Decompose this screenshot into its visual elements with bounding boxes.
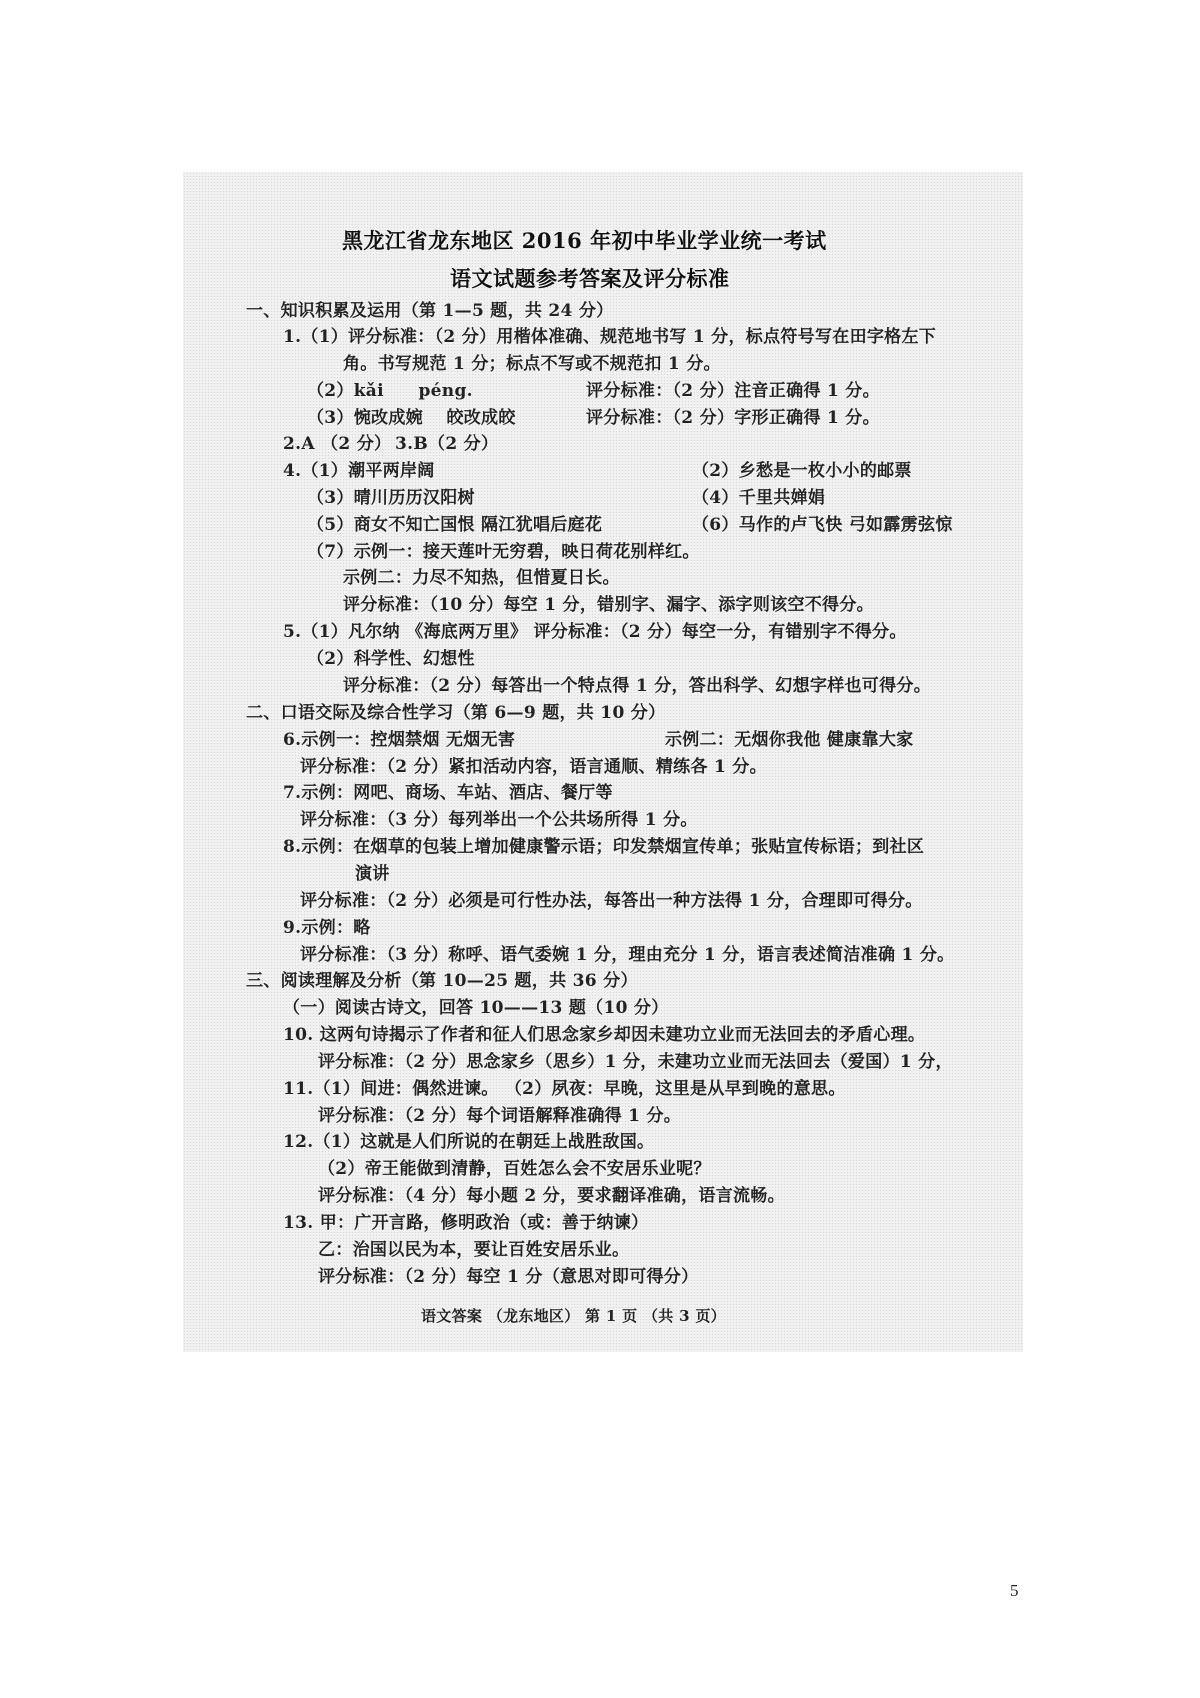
q7-example: 7.示例：网吧、商场、车站、酒店、餐厅等 [283, 783, 613, 803]
q4-7-example-1: （7）示例一：接天莲叶无穷碧，映日荷花别样红。 [307, 542, 700, 562]
q1-3-answer: （3）惋改成婉 皎改成皎 [307, 408, 516, 428]
title-line-1: 黑龙江省龙东地区 2016 年初中毕业学业统一考试 [342, 228, 827, 253]
q4-5: （5）商女不知亡国恨 隔江犹唱后庭花 [307, 515, 603, 535]
q13-score: 评分标准：（2 分）每空 1 分（意思对即可得分） [318, 1267, 699, 1287]
q11-score: 评分标准：（2 分）每个词语解释准确得 1 分。 [318, 1106, 682, 1126]
q10-score: 评分标准：（2 分）思念家乡（思乡）1 分，未建功立业而无法回去（爱国）1 分， [318, 1052, 953, 1072]
q4-7-example-2: 示例二：力尽不知热，但惜夏日长。 [343, 568, 620, 588]
q4-3: （3）晴川历历汉阳树 [307, 488, 475, 508]
q8-example-b: 演讲 [355, 864, 390, 884]
section-1-heading: 一、知识积累及运用（第 1—5 题，共 24 分） [246, 301, 614, 321]
q9-example: 9.示例：略 [283, 918, 371, 938]
q4-score: 评分标准：（10 分）每空 1 分，错别字、漏字、添字则该空不得分。 [343, 595, 874, 615]
q12-2: （2）帝王能做到清静，百姓怎么会不安居乐业呢？ [318, 1159, 711, 1179]
q8-score: 评分标准：（2 分）必须是可行性办法，每答出一种方法得 1 分，合理即可得分。 [300, 891, 923, 911]
q2-answer: 2.A （2 分） [283, 434, 392, 454]
q4-2: （2）乡愁是一枚小小的邮票 [692, 461, 912, 481]
q5-1: 5.（1）凡尔纳 《海底两万里》 评分标准：（2 分）每空一分，有错别字不得分。 [283, 622, 907, 642]
q4-6: （6）马作的卢飞快 弓如霹雳弦惊 [692, 515, 953, 535]
q12-score: 评分标准：（4 分）每小题 2 分，要求翻译准确，语言流畅。 [318, 1186, 785, 1206]
q3-answer: 3.B（2 分） [395, 434, 499, 454]
q8-example-a: 8.示例：在烟草的包装上增加健康警示语；印发禁烟宣传单；张贴宣传标语；到社区 [283, 837, 925, 857]
page-footer: 语文答案 （龙东地区） 第 1 页 （共 3 页） [421, 1307, 726, 1325]
q4-4: （4）千里共婵娟 [692, 488, 826, 508]
q5-score: 评分标准：（2 分）每答出一个特点得 1 分，答出科学、幻想字样也可得分。 [343, 676, 932, 696]
q6-example-2: 示例二：无烟你我他 健康靠大家 [665, 730, 914, 750]
q7-score: 评分标准：（3 分）每列举出一个公共场所得 1 分。 [300, 810, 698, 830]
q1-2-answer: （2）kǎi péng. [307, 381, 473, 401]
sub-section-1: （一）阅读古诗文，回答 10——13 题（10 分） [283, 998, 669, 1018]
section-3-heading: 三、阅读理解及分析（第 10—25 题，共 36 分） [246, 971, 638, 991]
q1-1-line-a: 1.（1）评分标准：（2 分）用楷体准确、规范地书写 1 分，标点符号写在田字格左下 [283, 327, 937, 347]
q4-1: 4.（1）潮平两岸阔 [283, 461, 435, 481]
title-line-2: 语文试题参考答案及评分标准 [450, 266, 730, 291]
q10-answer: 10. 这两句诗揭示了作者和征人们思念家乡却因未建功立业而无法回去的矛盾心理。 [283, 1025, 926, 1045]
section-2-heading: 二、口语交际及综合性学习（第 6—9 题，共 10 分） [246, 703, 666, 723]
q1-1-line-b: 角。书写规范 1 分；标点不写或不规范扣 1 分。 [343, 354, 721, 374]
q11-answer: 11.（1）间进：偶然进谏。 （2）夙夜：早晚，这里是从早到晚的意思。 [283, 1079, 846, 1099]
q1-2-score: 评分标准：（2 分）注音正确得 1 分。 [586, 381, 880, 401]
page-number: 5 [1010, 1581, 1019, 1600]
q5-2: （2）科学性、幻想性 [307, 649, 475, 669]
q6-example-1: 6.示例一：控烟禁烟 无烟无害 [283, 730, 516, 750]
q1-3-score: 评分标准：（2 分）字形正确得 1 分。 [586, 408, 880, 428]
q12-1: 12.（1）这就是人们所说的在朝廷上战胜敌国。 [283, 1132, 655, 1152]
q13-b: 乙：治国以民为本，要让百姓安居乐业。 [318, 1240, 630, 1260]
q6-score: 评分标准：（2 分）紧扣活动内容，语言通顺、精练各 1 分。 [300, 757, 767, 777]
q13-a: 13. 甲：广开言路，修明政治（或：善于纳谏） [283, 1213, 649, 1233]
q9-score: 评分标准：（3 分）称呼、语气委婉 1 分，理由充分 1 分，语言表述简洁准确 1 分。 [300, 945, 955, 965]
